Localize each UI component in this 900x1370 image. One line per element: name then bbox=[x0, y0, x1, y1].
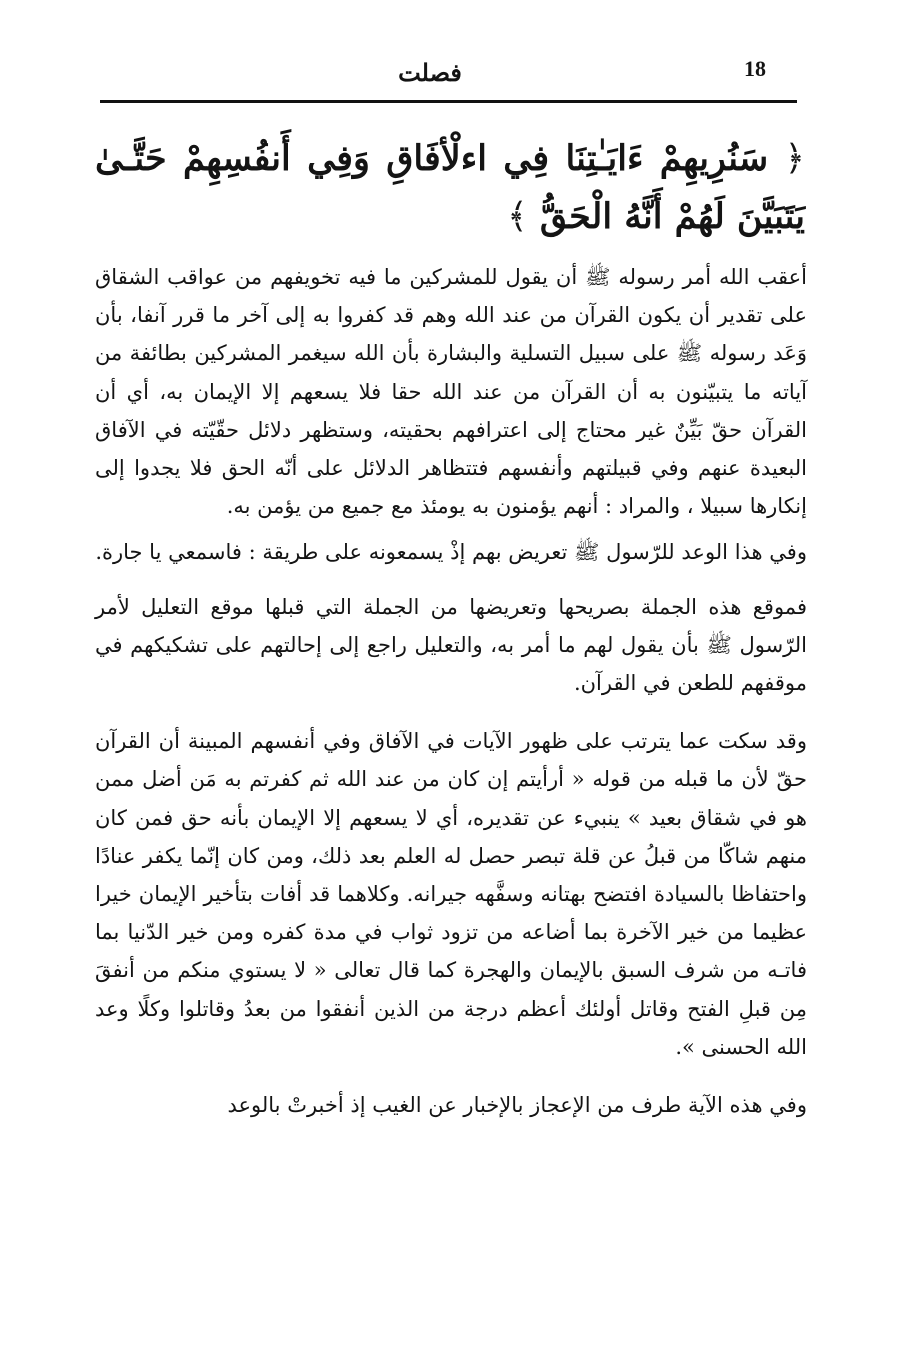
verse-text: سَنُرِيهِمْ ءَايَـٰتِنَا فِي اءلْأفَاقِ وَفِي أَنفُسِهِمْ حَتَّـىٰ يَتَبَيَّنَ لَهُمْ أَنَّهُ الْحَقُّ bbox=[95, 138, 805, 237]
verse-open-bracket: ﴿ bbox=[784, 139, 805, 179]
paragraph: وفي هذا الوعد للرّسول ﷺ تعريض بهم إذْ يسمعونه على طريقة : فاسمعي يا جارة. bbox=[95, 540, 807, 565]
paragraph: أعقب الله أمر رسوله ﷺ أن يقول للمشركين ما فيه تخويفهم من عواقب الشقاق على تقدير أن يكون القرآن من عند الله وهم قد كفروا به إلى آخر ما قرر آنفا، بأن وَعَد رسوله ﷺ على سبيل التسلية والبشارة بأن الله سيغمر المشركين بطائفة من آياته ما يتبيّنون به أن القرآن من عند الله حقا فلا يسعهم إلا الإيمان به، أي أن القرآن حقّ بَيِّنٌ غير محتاج إلى اعترافهم بحقيته، وستظهر دلائل حقّيّته في الآفاق البعيدة عنهم وفي قبيلتهم وأنفسهم فتتظاهر الدلائل على أنّه الحق فلا يجدوا إلى إنكارها سبيلا ، والمراد : أنهم يؤمنون به يومئذ مع جميع من يؤمن به. bbox=[95, 265, 807, 519]
running-head-title: فصلت bbox=[398, 58, 462, 87]
commentary-body bbox=[95, 258, 807, 1142]
paragraph: فموقع هذه الجملة بصريحها وتعريضها من الجملة التي قبلها موقع التعليل لأمر الرّسول ﷺ بأن يقول لهم ما أمر به، والتعليل راجع إلى إحالتهم على تشكيكهم في موقفهم للطعن في القرآن. bbox=[95, 594, 807, 696]
page-number: 18 bbox=[744, 56, 766, 81]
paragraph: وقد سكت عما يترتب على ظهور الآيات في الآفاق وفي أنفسهم المبينة أن القرآن حقّ لأن ما قبله من قوله « أرأيتم إن كان من عند الله ثم كفرتم به مَن أضل ممن هو في شقاق بعيد » ينبيء عن تقديره، أي لا يسعهم إلا الإيمان بأنه حق فمن كان منهم شاكّا من قبلُ عن قلة تبصر حصل له العلم بعد ذلك، ومن كان إنّما يكفر عنادًا واحتفاظا بالسيادة افتضح بهتانه وسفَّهه جيرانه. وكلاهما قد أفات بتأخير الإيمان خيرا عظيما من خير الآخرة بما أضاعه من تزود ثواب في مدة كفره ومن خير الدّنيا بما فاتـه من شرف السبق بالإيمان والهجرة كما قال تعالى « لا يستوي منكم من أنفقَ مِن قبلِ الفتح وقاتل أولئك أعظم درجة من الذين أنفقوا من بعدُ وقاتلوا وكلًا وعد الله الحسنى ». bbox=[95, 729, 807, 1059]
verse-close-bracket: ﴾ bbox=[507, 197, 528, 237]
header-rule bbox=[100, 100, 797, 103]
paragraph: وفي هذه الآية طرف من الإعجاز بالإخبار عن الغيب إذ أخبرتْ بالوعد bbox=[227, 1093, 807, 1118]
quran-verse bbox=[95, 130, 805, 246]
